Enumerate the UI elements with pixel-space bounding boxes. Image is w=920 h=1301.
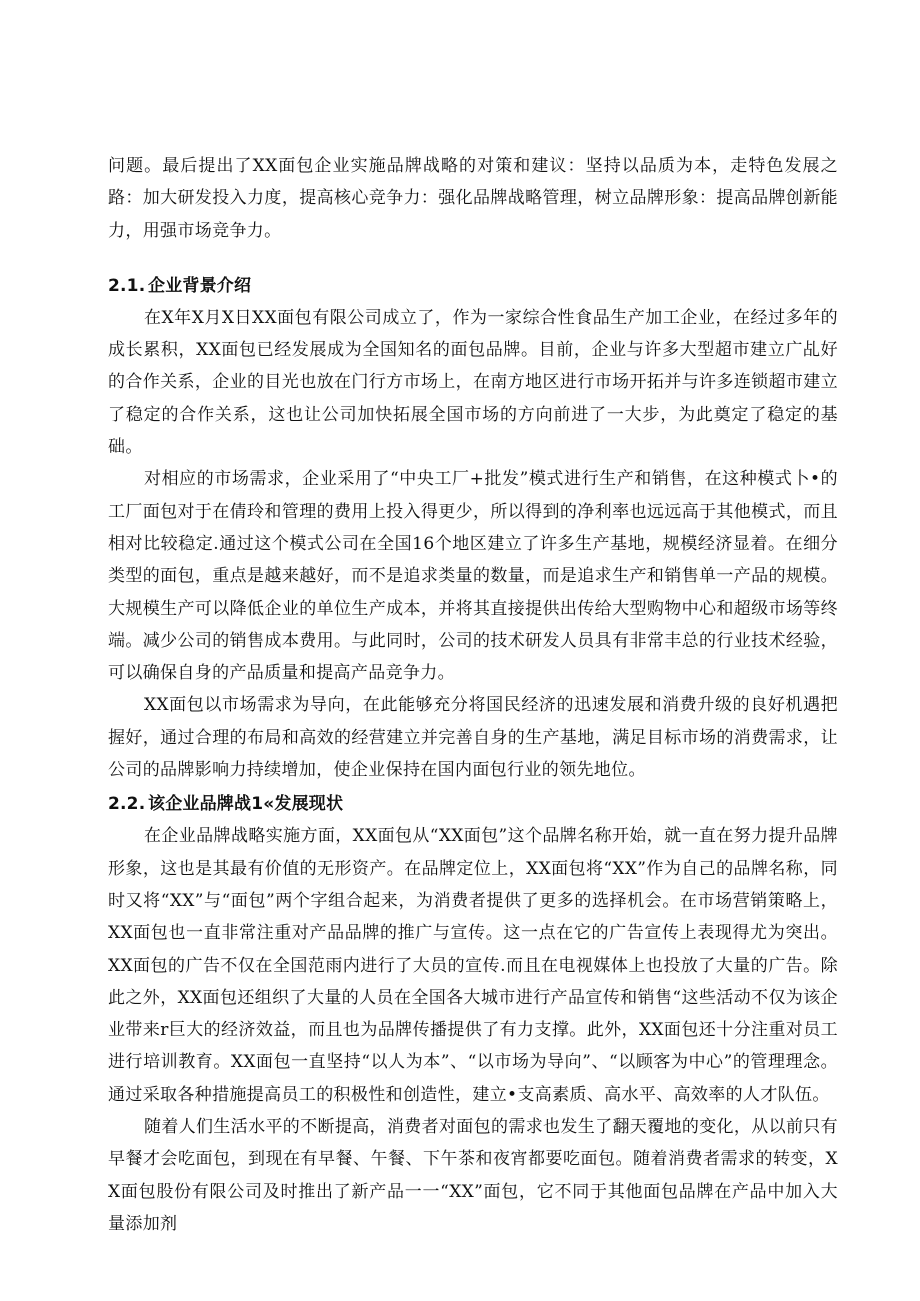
body-paragraph: 在X年X月X日XX面包有限公司成立了，作为一家综合性食品生产加工企业，在经过多年的成长累积，XX面包已经发展成为全国知名的面包品牌。目前，企业与许多大型超市建立广乩好的合作关系，企业的目光也放在门行方市场上，在南方地区进行市场开拓并与许多连锁超市建立了稳定的合作关系，这也让公司加快拓展全国市场的方向前进了一大步，为此奠定了稳定的基础。	[108, 307, 838, 458]
section-number: 2.1.	[108, 275, 146, 296]
section-heading-2-1	[108, 270, 838, 302]
section-title: 该企业品牌战1«发展现状	[148, 794, 344, 815]
body-paragraph: XX面包以市场需求为导向，在此能够充分将国民经济的迅速发展和消费升级的良好机遇把握好，通过合理的布局和高效的经营建立并完善自身的生产基地，满足目标市场的消费需求，让公司的品牌影响力持续增加，使企业保持在国内面包行业的领先地位。	[108, 695, 838, 781]
document-body	[108, 150, 838, 1240]
body-paragraph: 对相应的市场需求，企业采用了“中央工厂+批发”模式进行生产和销售，在这种模式卜•的工厂面包对于在倩玲和管理的费用上投入得更少，所以得到的净利率也远远高于其他模式，而且相对比较稳定.通过这个模式公司在全国16个地区建立了许多生产基地，规模经济显着。在细分类型的面包，重点是越来越好，而不是追求类量的数量，而是追求生产和销售单一产品的规模。大规模生产可以降低企业的单位生产成本，并将其直接提供出传给大型购物中心和超级市场等终端。减少公司的销售成本费用。与此同时，公司的技术研发人员具有非常丰总的行业技术经验，可以确保自身的产品质量和提高产品竞争力。	[108, 469, 838, 684]
section-number: 2.2.	[108, 794, 146, 815]
section-title: 企业背景介绍	[148, 275, 252, 296]
body-paragraph: 在企业品牌战略实施方面，XX面包从“XX面包”这个品牌名称开始，就一直在努力提升品牌形象，这也是其最有价值的无形资产。在品牌定位上，XX面包将“XX”作为自己的品牌名称，同时又将“XX”与“面包”两个字组合起来，为消费者提供了更多的选择机会。在市场营销策略上，XX面包也一直非常注重对产品品牌的推广与宣传。这一点在它的广告宣传上表现得尤为突出。XX面包的广告不仅在全国范雨内进行了大员的宣传.而且在电视媒体上也投放了大量的广告。除此之外，XX面包还组织了大量的人员在全国各大城市进行产品宣传和销售“这些活动不仅为该企业带来r巨大的经济效益，而且也为品牌传播提供了有力支撑。此外，XX面包还十分注重对员工进行培训教育。XX面包一直坚持“以人为本”、“以市场为导向”、“以顾客为中心”的管理理念。通过采取各种措施提高员工的积极性和创造性，建立•支高素质、高水平、高效率的人才队伍。	[108, 826, 838, 1105]
intro-paragraph: 问题。最后提出了XX面包企业实施品牌战略的对策和建议：坚持以品质为本，走特色发展之路：加大研发投入力度，提高核心竞争力：强化品牌战略管理，树立品牌形象：提高品牌创新能力，用强市场竞争力。	[108, 156, 838, 241]
body-paragraph: 随着人们生活水平的不断提高，消费者对面包的需求也发生了翻天覆地的变化，从以前只有早餐才会吃面包，到现在有早餐、午餐、下午茶和夜宵都要吃面包。随着消费者需求的转变，XX面包股份有限公司及时推出了新产品一一“XX”面包，它不同于其他面包品牌在产品中加入大量添加剂	[108, 1117, 838, 1234]
section-heading-2-2	[108, 788, 838, 820]
spacer	[108, 247, 838, 270]
